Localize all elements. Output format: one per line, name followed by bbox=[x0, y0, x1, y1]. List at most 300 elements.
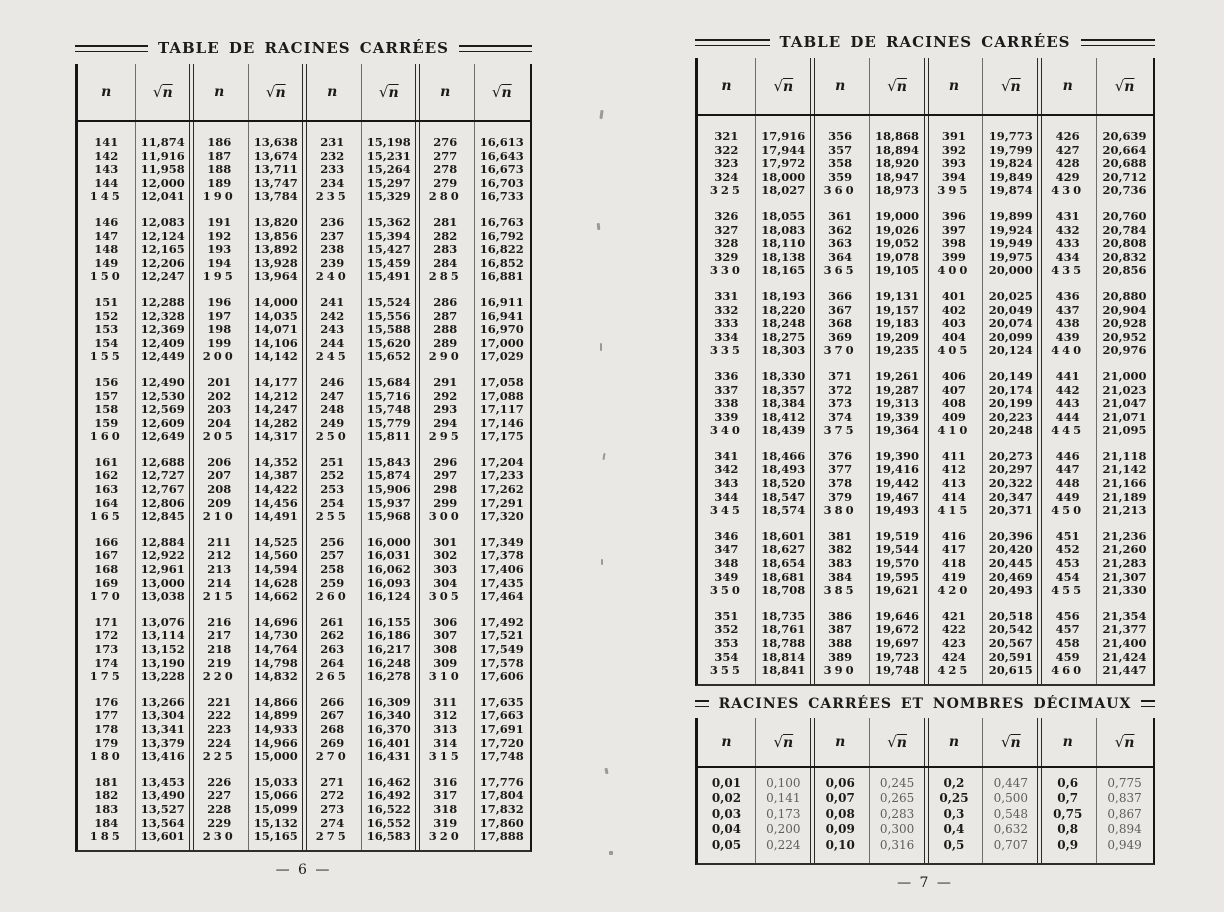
table-row bbox=[698, 637, 812, 651]
n-value: 292 bbox=[433, 388, 458, 403]
n-value: 211 bbox=[207, 534, 232, 549]
column-block bbox=[698, 776, 812, 854]
n-value: 360 bbox=[823, 183, 857, 198]
col-header-n: n bbox=[1062, 78, 1073, 94]
sqrt-value: 14,764 bbox=[253, 642, 298, 656]
table-row bbox=[304, 590, 417, 604]
radicand: n bbox=[783, 79, 794, 95]
table-row bbox=[417, 337, 530, 351]
row-group bbox=[304, 296, 417, 364]
radicand: n bbox=[1010, 79, 1021, 95]
table-row bbox=[926, 397, 1040, 411]
n-value: 311 bbox=[433, 694, 458, 709]
row-group bbox=[812, 450, 926, 518]
table-row bbox=[812, 543, 926, 557]
n-value: 297 bbox=[433, 468, 458, 483]
radicand: n bbox=[896, 79, 907, 95]
table-row bbox=[926, 571, 1040, 585]
n-value: 199 bbox=[207, 335, 232, 350]
row-group bbox=[191, 776, 304, 844]
table-row bbox=[812, 384, 926, 398]
table-row bbox=[698, 791, 812, 807]
sqrt-value: 14,352 bbox=[253, 454, 298, 469]
sqrt-value: 16,309 bbox=[366, 694, 411, 709]
row-group bbox=[1039, 130, 1153, 198]
row-group bbox=[926, 450, 1040, 518]
table-row bbox=[812, 224, 926, 238]
table-row bbox=[304, 216, 417, 230]
sqrt-value: 21,424 bbox=[1102, 649, 1147, 664]
ink-smudge bbox=[602, 453, 605, 460]
table-row bbox=[698, 463, 812, 477]
sqrt-value: 12,922 bbox=[140, 548, 185, 563]
row-group bbox=[1039, 450, 1153, 518]
sqrt-value: 17,233 bbox=[479, 468, 524, 483]
n-value: 460 bbox=[1051, 663, 1085, 678]
row-group bbox=[304, 536, 417, 604]
sqrt-value: 0,141 bbox=[766, 791, 801, 806]
n-value: 257 bbox=[320, 548, 345, 563]
sqrt-value: 20,688 bbox=[1102, 156, 1147, 171]
table-row bbox=[1039, 807, 1153, 823]
n-value: 245 bbox=[315, 349, 349, 364]
n-value: 288 bbox=[433, 322, 458, 337]
table-row bbox=[191, 577, 304, 591]
table-row bbox=[926, 384, 1040, 398]
sqrt-value: 15,652 bbox=[366, 349, 411, 364]
row-group bbox=[78, 616, 191, 684]
n-value: 285 bbox=[428, 269, 462, 284]
table-row bbox=[926, 331, 1040, 345]
table-row bbox=[926, 477, 1040, 491]
sqrt-value: 20,445 bbox=[988, 556, 1033, 571]
sqrt-value: 16,278 bbox=[366, 669, 411, 684]
n-value: 177 bbox=[94, 708, 119, 723]
n-value: 166 bbox=[94, 534, 119, 549]
n-value: 348 bbox=[714, 556, 739, 571]
col-header-sqrt bbox=[982, 733, 1039, 751]
sqrt-value: 13,674 bbox=[253, 148, 298, 163]
table-row bbox=[304, 310, 417, 324]
decimal-table-body bbox=[698, 768, 1153, 864]
n-value: 352 bbox=[714, 622, 739, 637]
n-value: 196 bbox=[207, 294, 232, 309]
sqrt-value: 17,972 bbox=[761, 156, 806, 171]
sqrt-value: 16,911 bbox=[479, 294, 524, 309]
table-row bbox=[698, 397, 812, 411]
n-value: 210 bbox=[202, 509, 236, 524]
table-row bbox=[1039, 157, 1153, 171]
table-row bbox=[926, 424, 1040, 438]
table-row bbox=[1039, 463, 1153, 477]
row-group bbox=[78, 456, 191, 524]
n-value: 181 bbox=[94, 774, 119, 789]
row-group bbox=[698, 450, 812, 518]
n-value: 375 bbox=[823, 423, 857, 438]
sqrt-value: 18,055 bbox=[761, 208, 806, 223]
sqrt-value: 19,799 bbox=[988, 142, 1033, 157]
sqrt-value: 13,000 bbox=[140, 575, 185, 590]
n-value: 441 bbox=[1055, 368, 1080, 383]
sqrt-value: 19,672 bbox=[875, 622, 920, 637]
right-table-title: TABLE DE RACINES CARRÉES bbox=[779, 33, 1071, 51]
n-value: 415 bbox=[937, 503, 971, 518]
n-value: 195 bbox=[202, 269, 236, 284]
n-value: 358 bbox=[828, 156, 853, 171]
n-value: 346 bbox=[714, 528, 739, 543]
table-row bbox=[191, 510, 304, 524]
n-value: 301 bbox=[433, 534, 458, 549]
sqrt-value: 18,920 bbox=[875, 156, 920, 171]
n-value: 355 bbox=[709, 663, 743, 678]
table-row bbox=[926, 157, 1040, 171]
row-group bbox=[191, 616, 304, 684]
sqrt-value: 18,165 bbox=[761, 263, 806, 278]
sqrt-value: 17,860 bbox=[479, 815, 524, 830]
sqrt-value: 13,076 bbox=[140, 614, 185, 629]
table-row bbox=[78, 643, 191, 657]
sqrt-value: 0,837 bbox=[1107, 791, 1142, 806]
sqrt-value: 21,307 bbox=[1102, 569, 1147, 584]
row-group bbox=[812, 370, 926, 438]
sqrt-value: 12,409 bbox=[140, 335, 185, 350]
n-value: 0,02 bbox=[711, 791, 742, 806]
col-header-n: n bbox=[1062, 733, 1073, 750]
table-row bbox=[191, 230, 304, 244]
n-value: 234 bbox=[320, 175, 345, 190]
table-row bbox=[812, 491, 926, 505]
table-row bbox=[926, 210, 1040, 224]
sqrt-value: 21,330 bbox=[1102, 583, 1147, 598]
sqrt-value: 16,155 bbox=[366, 614, 411, 629]
table-row bbox=[812, 651, 926, 665]
table-row bbox=[78, 417, 191, 431]
table-row bbox=[304, 296, 417, 310]
n-value: 402 bbox=[941, 302, 966, 317]
table-row bbox=[78, 136, 191, 150]
col-header-sqrt bbox=[361, 83, 418, 101]
n-value: 335 bbox=[709, 343, 743, 358]
n-value: 435 bbox=[1051, 263, 1085, 278]
n-value: 373 bbox=[828, 396, 853, 411]
col-header-n: n bbox=[440, 84, 451, 100]
sqrt-value: 0,224 bbox=[766, 837, 801, 852]
table-row bbox=[417, 136, 530, 150]
n-value: 364 bbox=[828, 249, 853, 264]
table-row bbox=[191, 469, 304, 483]
sqrt-value: 17,349 bbox=[479, 534, 524, 549]
n-value: 454 bbox=[1055, 569, 1080, 584]
sqrt-value: 18,110 bbox=[761, 236, 806, 251]
table-row bbox=[78, 350, 191, 364]
table-row bbox=[698, 838, 812, 854]
row-group bbox=[417, 216, 530, 284]
n-value: 371 bbox=[828, 368, 853, 383]
table-row bbox=[1039, 543, 1153, 557]
radicand: n bbox=[388, 85, 399, 101]
ink-smudge bbox=[604, 768, 608, 774]
n-value: 144 bbox=[94, 175, 119, 190]
sqrt-value: 12,767 bbox=[140, 482, 185, 497]
n-value: 278 bbox=[433, 162, 458, 177]
sqrt-value: 17,175 bbox=[479, 429, 524, 444]
table-row bbox=[812, 610, 926, 624]
n-value: 165 bbox=[89, 509, 123, 524]
sqrt-value: 18,601 bbox=[761, 528, 806, 543]
table-row bbox=[926, 130, 1040, 144]
table-row bbox=[304, 337, 417, 351]
n-value: 173 bbox=[94, 642, 119, 656]
sqrt-value: 12,124 bbox=[140, 228, 185, 243]
n-value: 239 bbox=[320, 255, 345, 270]
n-value: 410 bbox=[937, 423, 971, 438]
radicand: n bbox=[1010, 734, 1021, 751]
table-row bbox=[926, 171, 1040, 185]
row-group bbox=[78, 536, 191, 604]
table-row bbox=[812, 184, 926, 198]
sqrt-value: 14,798 bbox=[253, 655, 298, 670]
sqrt-value: 19,416 bbox=[875, 462, 920, 477]
sqrt-value: 19,339 bbox=[875, 409, 920, 424]
n-value: 324 bbox=[714, 169, 739, 184]
n-value: 150 bbox=[89, 269, 123, 284]
n-value: 0,06 bbox=[825, 775, 855, 790]
right-title-bar bbox=[695, 34, 1155, 50]
sqrt-value: 15,297 bbox=[366, 175, 411, 190]
sqrt-value: 19,131 bbox=[875, 288, 920, 303]
table-row bbox=[1039, 264, 1153, 278]
n-value: 179 bbox=[94, 735, 119, 750]
n-value: 277 bbox=[433, 148, 458, 163]
n-value: 275 bbox=[315, 829, 349, 844]
sqrt-value: 20,223 bbox=[988, 409, 1033, 424]
sqrt-value: 14,212 bbox=[253, 388, 298, 403]
n-value: 220 bbox=[202, 669, 236, 684]
n-value: 221 bbox=[207, 694, 232, 709]
n-value: 171 bbox=[94, 614, 119, 629]
sqrt-value: 12,961 bbox=[140, 562, 185, 577]
sqrt-value: 13,711 bbox=[253, 162, 298, 177]
n-value: 229 bbox=[207, 815, 232, 830]
sqrt-value: 12,288 bbox=[140, 294, 185, 309]
sqrt-value: 12,609 bbox=[140, 415, 185, 430]
n-value: 0,7 bbox=[1057, 791, 1079, 806]
sqrt-value: 15,843 bbox=[366, 454, 411, 469]
sqrt-value: 19,773 bbox=[988, 129, 1033, 143]
n-value: 203 bbox=[207, 402, 232, 417]
table-row bbox=[191, 817, 304, 831]
table-row bbox=[812, 264, 926, 278]
n-value: 362 bbox=[828, 222, 853, 237]
table-row bbox=[812, 637, 926, 651]
radical-sign: √ bbox=[773, 77, 783, 95]
n-value: 238 bbox=[320, 242, 345, 257]
table-row bbox=[78, 430, 191, 444]
sqrt-value: 19,235 bbox=[875, 343, 920, 358]
sqrt-value: 18,654 bbox=[761, 556, 806, 571]
n-value: 316 bbox=[433, 774, 458, 789]
sqrt-value: 19,697 bbox=[875, 636, 920, 650]
sqrt-value: 20,591 bbox=[988, 649, 1033, 664]
table-row bbox=[1039, 317, 1153, 331]
table-row bbox=[1039, 424, 1153, 438]
row-group bbox=[812, 530, 926, 598]
n-value: 188 bbox=[207, 162, 232, 177]
n-value: 293 bbox=[433, 402, 458, 417]
n-value: 0,01 bbox=[711, 775, 742, 790]
sqrt-value: 15,394 bbox=[366, 228, 411, 243]
sqrt-value: 20,149 bbox=[988, 368, 1033, 383]
n-value: 350 bbox=[709, 583, 743, 598]
sqrt-value: 16,217 bbox=[366, 642, 411, 656]
sqrt-value: 17,406 bbox=[479, 562, 524, 577]
n-value: 263 bbox=[320, 642, 345, 656]
n-value: 260 bbox=[315, 589, 349, 604]
sqrt-value: 17,029 bbox=[479, 349, 524, 364]
table-row bbox=[417, 563, 530, 577]
table-row bbox=[417, 417, 530, 431]
sqrt-value: 17,521 bbox=[479, 628, 524, 643]
table-row bbox=[812, 530, 926, 544]
n-value: 243 bbox=[320, 322, 345, 337]
column-block bbox=[191, 136, 304, 844]
table-row bbox=[78, 150, 191, 164]
n-value: 423 bbox=[941, 636, 966, 650]
n-value: 339 bbox=[714, 409, 739, 424]
radicand: n bbox=[275, 85, 286, 101]
n-value: 191 bbox=[207, 214, 232, 229]
table-row bbox=[191, 350, 304, 364]
row-group bbox=[812, 210, 926, 278]
sqrt-value: 17,663 bbox=[479, 708, 524, 723]
sqrt-value: 13,038 bbox=[140, 589, 185, 604]
table-row bbox=[926, 623, 1040, 637]
n-value: 317 bbox=[433, 788, 458, 803]
sqrt-value: 15,459 bbox=[366, 255, 411, 270]
table-row bbox=[698, 331, 812, 345]
sqrt-value: 14,730 bbox=[253, 628, 298, 643]
sqrt-value: 16,643 bbox=[479, 148, 524, 163]
sqrt-value: 20,124 bbox=[988, 343, 1033, 358]
table-row bbox=[812, 776, 926, 792]
table-row bbox=[417, 510, 530, 524]
n-value: 458 bbox=[1055, 636, 1080, 650]
sqrt-value: 17,492 bbox=[479, 614, 524, 629]
sqrt-value: 15,906 bbox=[366, 482, 411, 497]
n-value: 0,4 bbox=[943, 822, 965, 837]
sqrt-value: 19,519 bbox=[875, 528, 920, 543]
sqrt-value: 17,088 bbox=[479, 388, 524, 403]
sqrt-value: 16,673 bbox=[479, 162, 524, 177]
table-row bbox=[698, 184, 812, 198]
table-row bbox=[698, 610, 812, 624]
table-row bbox=[304, 136, 417, 150]
sqrt-value: 19,493 bbox=[875, 503, 920, 518]
sqrt-value: 19,646 bbox=[875, 608, 920, 623]
sqrt-value: 15,748 bbox=[366, 402, 411, 417]
table-row bbox=[417, 469, 530, 483]
table-row bbox=[417, 310, 530, 324]
n-value: 155 bbox=[89, 349, 123, 364]
table-row bbox=[304, 390, 417, 404]
row-group bbox=[191, 456, 304, 524]
sqrt-value: 13,266 bbox=[140, 694, 185, 709]
table-row bbox=[191, 270, 304, 284]
table-row bbox=[1039, 397, 1153, 411]
sqrt-value: 18,000 bbox=[761, 169, 806, 184]
sqrt-value: 20,000 bbox=[988, 263, 1033, 278]
sqrt-value: 18,412 bbox=[761, 409, 806, 424]
row-group bbox=[698, 370, 812, 438]
radical-sign: √ bbox=[491, 83, 502, 101]
sqrt-value: 14,282 bbox=[253, 415, 298, 430]
row-group bbox=[191, 136, 304, 204]
sqrt-value: 12,247 bbox=[140, 269, 185, 284]
n-value: 170 bbox=[89, 589, 123, 604]
sqrt-value: 15,491 bbox=[366, 269, 411, 284]
table-row bbox=[304, 270, 417, 284]
sqrt-value: 18,303 bbox=[761, 343, 806, 358]
sqrt-value: 16,093 bbox=[366, 575, 411, 590]
n-value: 416 bbox=[941, 528, 966, 543]
sqrt-value: 19,874 bbox=[988, 183, 1033, 198]
n-value: 213 bbox=[207, 562, 232, 577]
row-group bbox=[191, 376, 304, 444]
n-value: 274 bbox=[320, 815, 345, 830]
n-value: 427 bbox=[1055, 142, 1080, 157]
sqrt-value: 19,000 bbox=[875, 208, 920, 223]
table-row bbox=[926, 463, 1040, 477]
n-value: 390 bbox=[823, 663, 857, 678]
n-value: 236 bbox=[320, 214, 345, 229]
n-value: 440 bbox=[1051, 343, 1085, 358]
n-value: 447 bbox=[1055, 462, 1080, 477]
sqrt-value: 19,824 bbox=[988, 156, 1033, 171]
table-row bbox=[1039, 504, 1153, 518]
n-value: 240 bbox=[315, 269, 349, 284]
sqrt-value: 17,058 bbox=[479, 374, 524, 389]
n-value: 283 bbox=[433, 242, 458, 257]
n-value: 0,10 bbox=[825, 837, 855, 852]
sqrt-value: 18,574 bbox=[761, 503, 806, 518]
n-value: 459 bbox=[1055, 649, 1080, 664]
table-row bbox=[78, 390, 191, 404]
table-row bbox=[698, 290, 812, 304]
n-value: 422 bbox=[941, 622, 966, 637]
sqrt-value: 20,856 bbox=[1102, 263, 1147, 278]
sqrt-value: 15,099 bbox=[253, 801, 298, 816]
sqrt-value: 0,500 bbox=[993, 791, 1028, 806]
sqrt-value: 13,856 bbox=[253, 228, 298, 243]
sqrt-value: 17,117 bbox=[479, 402, 524, 417]
column-block bbox=[926, 130, 1040, 678]
sqrt-value: 20,074 bbox=[988, 316, 1033, 331]
row-group bbox=[812, 776, 926, 854]
table-row bbox=[812, 791, 926, 807]
n-value: 233 bbox=[320, 162, 345, 177]
sqrt-value: 21,283 bbox=[1102, 556, 1147, 571]
row-group bbox=[191, 536, 304, 604]
sqrt-value: 15,779 bbox=[366, 415, 411, 430]
sqrt-value: 16,340 bbox=[366, 708, 411, 723]
column-block bbox=[698, 130, 812, 678]
table-row bbox=[191, 830, 304, 844]
n-value: 408 bbox=[941, 396, 966, 411]
table-row bbox=[191, 243, 304, 257]
sqrt-value: 17,146 bbox=[479, 415, 524, 430]
sqrt-value: 20,049 bbox=[988, 302, 1033, 317]
table-row bbox=[417, 723, 530, 737]
